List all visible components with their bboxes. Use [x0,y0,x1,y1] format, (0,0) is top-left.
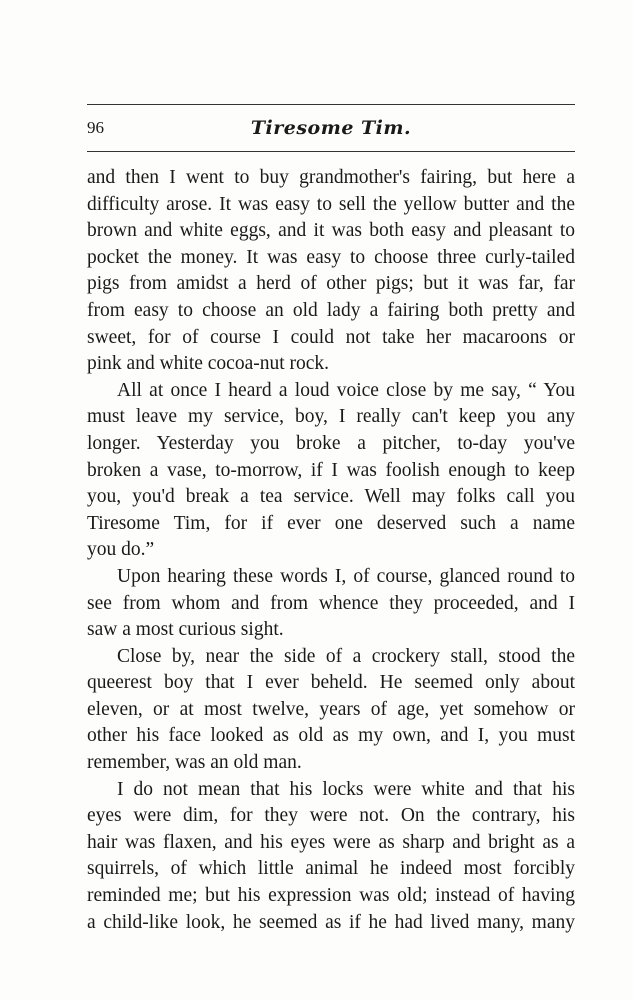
paragraph [87,644,575,777]
text-line: eleven, or at most twelve, years of age, yet somehow or [87,698,575,720]
header-top-rule [87,104,575,105]
text-line: saw a most curious sight. [87,619,284,641]
text-line: queerest boy that I ever beheld. He seemed only about [87,672,575,694]
paragraph [87,165,575,378]
text-line: longer. Yesterday you broke a pitcher, to-day you've [87,432,575,454]
text-line: from easy to choose an old lady a fairing both pretty and [87,299,575,321]
text-line: hair was flaxen, and his eyes were as sharp and bright as a [87,831,575,853]
text-line: pocket the money. It was easy to choose three curly-tailed [87,246,575,268]
text-line: difficulty arose. It was easy to sell the yellow butter and the [87,193,575,215]
text-line: a child-like look, he seemed as if he had lived many, many [87,911,575,933]
text-line: pigs from amidst a herd of other pigs; but it was far, far [87,273,575,295]
text-line: Close by, near the side of a crockery stall, stood the [117,645,575,667]
text-line: I do not mean that his locks were white and that his [117,778,575,800]
text-line: eyes were dim, for they were not. On the contrary, his [87,805,575,827]
paragraph [87,777,575,937]
text-line: broken a vase, to-morrow, if I was foolish enough to keep [87,459,575,481]
text-line: reminded me; but his expression was old; instead of having [87,885,575,907]
running-head: Tiresome Tim. [250,117,412,139]
page-header [87,110,575,146]
page-number: 96 [87,118,104,137]
paragraph [87,378,575,564]
text-line: see from whom and from whence they proceeded, and I [87,592,575,614]
text-line: and then I went to buy grandmother's fairing, but here a [87,167,575,188]
text-line: Upon hearing these words I, of course, glanced round to [117,565,575,587]
text-line: Tiresome Tim, for if ever one deserved such a name [87,512,575,534]
text-line: sweet, for of course I could not take her macaroons or [87,326,575,348]
header-bottom-rule [87,151,575,152]
text-line: brown and white eggs, and it was both easy and pleasant to [87,220,575,242]
body-text [87,165,575,936]
text-line: All at once I heard a loud voice close by me say, “ You [117,379,575,401]
text-line: pink and white cocoa-nut rock. [87,353,330,375]
text-line: squirrels, of which little animal he indeed most forcibly [87,858,575,880]
text-line: you do.” [87,539,155,561]
paragraph [87,564,575,644]
text-line: other his face looked as old as my own, and I, you must [87,725,575,747]
text-line: remember, was an old man. [87,752,302,774]
text-line: must leave my service, boy, I really can't keep you any [87,406,575,428]
text-line: you, you'd break a tea service. Well may folks call you [87,486,575,508]
